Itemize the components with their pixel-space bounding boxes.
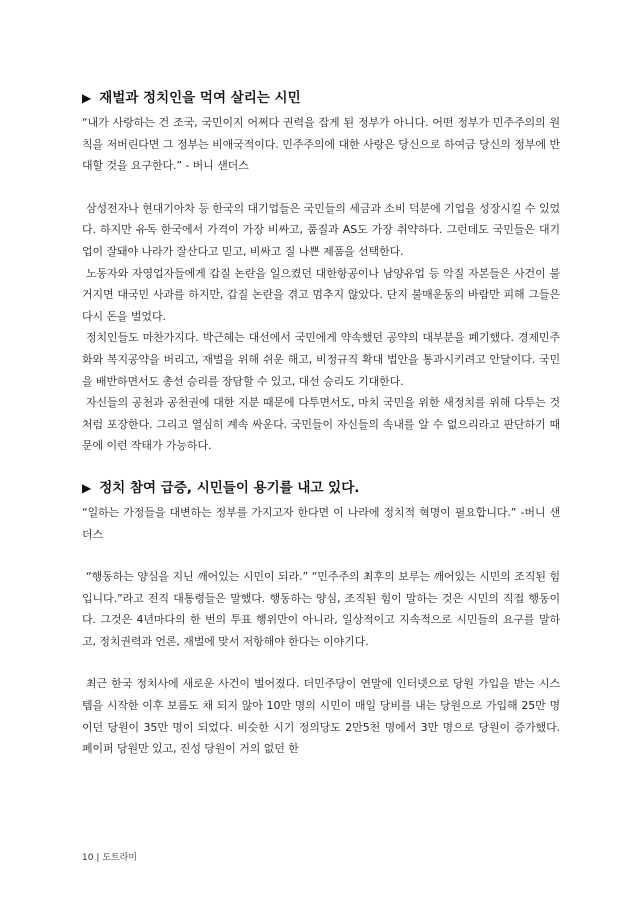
paragraph: 최근 한국 정치사에 새로운 사건이 벌어졌다. 더민주당이 연말에 인터넷으로 당원 가입을 받는 시스템을 시작한 이후 보름도 채 되지 않아 10만 명의 시민이 매일 당비를 내는 당원으로 가입해 25만 명이던 당원이 35만 명이 되었다. 비슷한 시기 정의당도 2만5천 명에서 3만 명으로 당원이 증가했다. 페이퍼 당원만 있고, 진성 당원이 거의 없던 한: [82, 677, 560, 756]
section-title: 재벌과 정치인을 먹여 살리는 시민: [99, 90, 301, 106]
quote-sanders-2: “일하는 가정들을 대변하는 정부를 가지고자 한다면 이 나라에 정치적 혁명이 필요합니다.” -버니 샌더스: [82, 505, 560, 541]
page-footer: 10 | 도트라미: [82, 853, 137, 863]
paragraph: “행동하는 양심을 지닌 깨어있는 시민이 되라.” “민주주의 최후의 보루는 깨어있는 시민의 조직된 힘입니다.”라고 전직 대통령들은 말했다. 행동하는 양심, 조직된 힘이 말하는 것은 시민의 직접 행동이다. 그것은 4년마다의 한 번의 투표 행위만이 아니라, 일상적이고 지속적으로 시민들의 요구를 말하고, 정치권력과 언론, 재벌에 맞서 저항해야 한다는 이야기다.: [82, 570, 560, 648]
paragraph: 정치인들도 마찬가지다. 박근혜는 대선에서 국민에게 약속했던 공약의 대부분을 폐기했다. 경제민주화와 복지공약을 버리고, 재벌을 위해 쉬운 해고, 비정규직 확대 법안을 통과시키려고 안달이다. 국민을 배반하면서도 총선 승리를 장담할 수 있고, 대선 승리도 기대한다.: [82, 331, 560, 388]
paragraph: 자신들의 공천과 공천권에 대한 지분 때문에 다투면서도, 마치 국민을 위한 새정치를 위해 다투는 것처럼 포장한다. 그리고 열심히 계속 싸운다. 국민들이 자신들의 속내를 알 수 없으리라고 판단하기 때문에 이런 작태가 가능하다.: [82, 396, 560, 453]
triangle-bullet-icon: ▶: [82, 480, 92, 495]
triangle-bullet-icon: ▶: [82, 91, 92, 105]
paragraph: 삼성전자나 현대기아차 등 한국의 대기업들은 국민들의 세금과 소비 덕분에 기업을 성장시킬 수 있었다. 하지만 유독 한국에서 가격이 가장 비싸고, 품질과 AS도 가장 취약하다. 그런데도 국민들은 대기업이 잘돼야 나라가 잘산다고 믿고, 비싸고 질 나쁜 제품을 선택한다.: [82, 201, 560, 258]
section-heading-chaebol: [82, 88, 560, 108]
document-page: [82, 88, 560, 760]
section-heading-participation: [82, 478, 560, 498]
paragraph: 노동자와 자영업자들에게 갑질 논란을 일으켰던 대한항공이나 남양유업 등 악질 자본들은 사건이 불거지면 대국민 사과를 하지만, 갑질 논란을 겪고 멈추지 않았다. 단지 불매운동의 바람만 피해 그들은 다시 돈을 벌었다.: [82, 266, 560, 323]
quote-sanders-1: “내가 사랑하는 건 조국, 국민이지 어쩌다 권력을 잡게 된 정부가 아니다. 어떤 정부가 민주주의의 원칙을 저버린다면 그 정부는 비애국적이다. 민주주의에 대한 사랑은 당신으로 하여금 당신의 정부에 반대할 것을 요구한다.” - 버니 샌더스: [82, 116, 560, 173]
section-title: 정치 참여 급증, 시민들이 용기를 내고 있다.: [99, 479, 360, 496]
